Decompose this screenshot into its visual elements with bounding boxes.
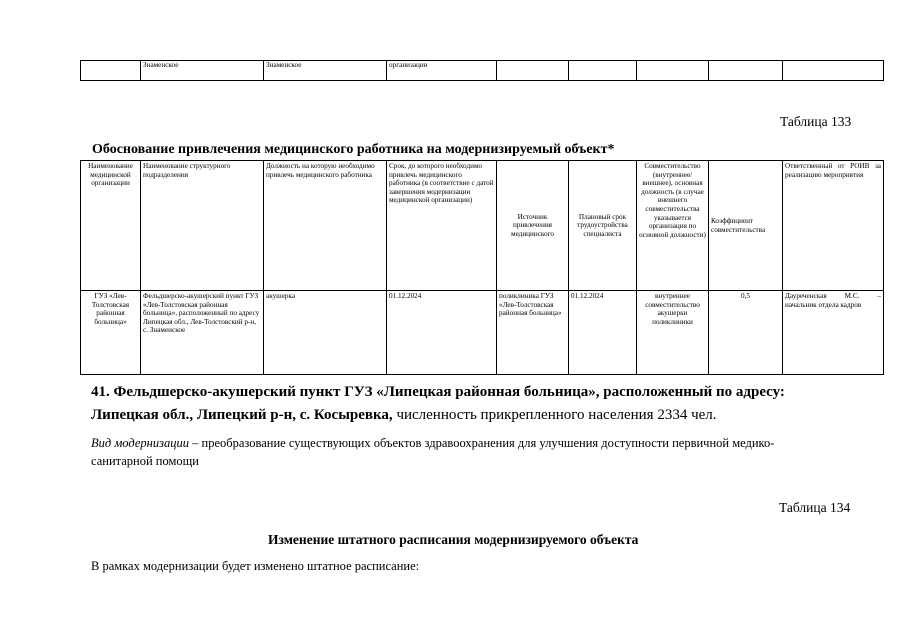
table-cell: 0,5 xyxy=(709,291,783,375)
table-cell: организации xyxy=(387,61,497,81)
table-cell: акушерка xyxy=(264,291,387,375)
table-133-title: Обоснование привлечения медицинского работника на модернизируемый объект* xyxy=(92,142,615,157)
header-cell: Плановый срок трудоустройства специалиста xyxy=(569,161,637,291)
table-cell xyxy=(569,61,637,81)
table-cell: Знаменское xyxy=(264,61,387,81)
modernization-text: – преобразование существующих объектов здравоохранения для улучшения доступности первичной медико- xyxy=(189,436,775,450)
table-cell: 01.12.2024 xyxy=(387,291,497,375)
table-cell xyxy=(709,61,783,81)
population-text: численность прикрепленного населения 2334 чел. xyxy=(392,407,717,423)
continued-table xyxy=(80,60,884,81)
table-cell xyxy=(497,61,569,81)
address-bold: Липецкая обл., Липецкий р-н, с. Косыревка, xyxy=(91,407,393,423)
modernization-text-cont: санитарной помощи xyxy=(91,454,199,468)
table-cell: поликлиника ГУЗ «Лев-Толстовская районная больница» xyxy=(497,291,569,375)
table-cell: ГУЗ «Лев-Толстовская районная больница» xyxy=(81,291,141,375)
table-133-label: Таблица 133 xyxy=(780,114,852,129)
table-134-title: Изменение штатного расписания модернизируемого объекта xyxy=(268,532,639,547)
header-cell: Совместительство (внутреннее/внешнее), основная должность (в случае внешнего совместительства указывается организация по основной должности) xyxy=(637,161,709,291)
table-133 xyxy=(80,160,884,375)
header-cell: Наименование медицинской организации xyxy=(81,161,141,291)
table-cell: Дауреченская М.С. – начальник отдела кадров xyxy=(783,291,884,375)
table-row xyxy=(81,61,884,81)
header-cell: Должность на которую необходимо привлечь медицинского работника xyxy=(264,161,387,291)
paragraph: В рамках модернизации будет изменено штатное расписание: xyxy=(91,559,420,573)
header-cell: Срок, до которого необходимо привлечь медицинского работника (в соответствие с датой завершения модернизации медицинской организации) xyxy=(387,161,497,291)
table-cell xyxy=(637,61,709,81)
table-cell: Знаменское xyxy=(141,61,264,81)
modernization-type xyxy=(91,436,774,451)
header-cell: Наименование структурного подразделения xyxy=(141,161,264,291)
header-cell: Коэффициент совместительства xyxy=(709,161,783,291)
table-row xyxy=(81,291,884,375)
modernization-label: Вид модернизации xyxy=(91,436,189,450)
table-cell: 01.12.2024 xyxy=(569,291,637,375)
table-header-row xyxy=(81,161,884,291)
table-134-label: Таблица 134 xyxy=(779,500,851,515)
section-address xyxy=(91,407,717,424)
header-cell: Ответственный от РОИВ за реализацию мероприятия xyxy=(783,161,884,291)
table-cell xyxy=(81,61,141,81)
section-heading: 41. Фельдшерско-акушерский пункт ГУЗ «Липецкая районная больница», расположенный по адресу: xyxy=(91,384,785,400)
table-cell xyxy=(783,61,884,81)
table-cell: Фельдшерско-акушерский пункт ГУЗ «Лев-Толстовская районная больница», расположенный по адресу Липецкая обл., Лев-Толстовский р-н, с. Знаменское xyxy=(141,291,264,375)
table-cell: внутреннее совместительство акушерки поликлиники xyxy=(637,291,709,375)
header-cell: Источник привлечения медицинского xyxy=(497,161,569,291)
